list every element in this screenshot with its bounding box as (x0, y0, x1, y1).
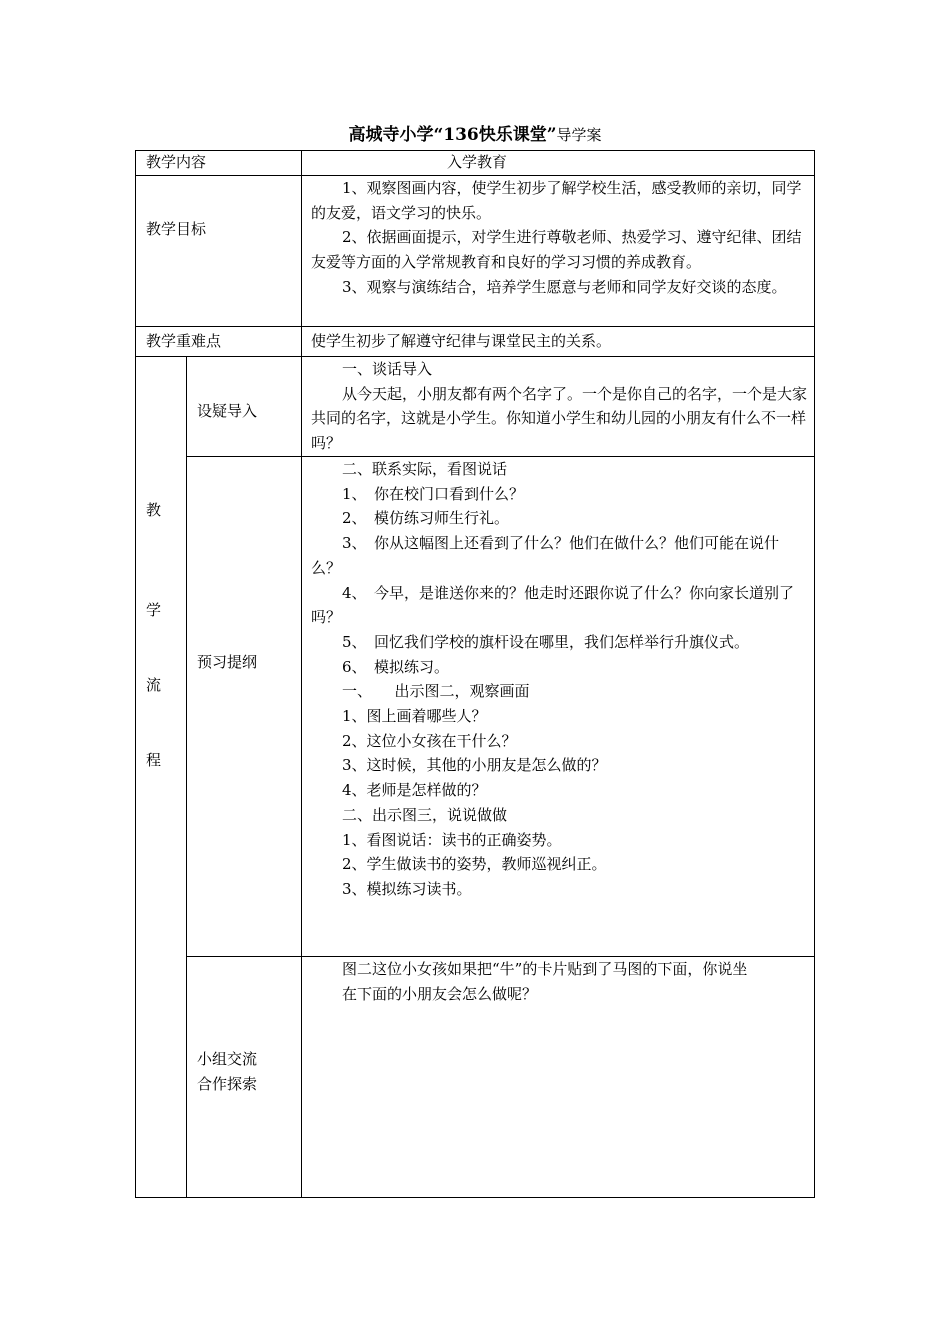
goals-label: 教学目标 (146, 220, 207, 238)
goal-item: 1、观察图画内容，使学生初步了解学校生活，感受教师的亲切，同学的友爱，语文学习的快乐。 (311, 179, 802, 222)
outline-line: 一、 出示图二，观察画面 (342, 682, 530, 701)
title-bold: 高城寺小学“136快乐课堂” (348, 125, 557, 145)
outline-line: 6、 模拟练习。 (342, 657, 450, 676)
outline-line: 1、图上画着哪些人？ (342, 707, 487, 726)
outline-content (311, 457, 809, 902)
key-points-value: 使学生初步了解遵守纪律与课堂民主的关系。 (311, 332, 612, 350)
group-line: 在下面的小朋友会怎么做呢？ (342, 984, 538, 1003)
title-suffix: 导学案 (556, 126, 602, 144)
intro-heading: 一、谈话导入 (342, 360, 433, 378)
process-label-char: 教 (146, 501, 162, 519)
intro-paragraph: 从今天起，小朋友都有两个名字了。一个是你自己的名字，一个是大家共同的名字，这就是小学生。你知道小学生和幼儿园的小朋友有什么不一样吗？ (311, 384, 808, 453)
goal-item: 2、依据画面提示，对学生进行尊敬老师、热爱学习、遵守纪律、团结友爱等方面的入学常规教育和良好的学习习惯的养成教育。 (311, 228, 802, 272)
table-border-right (814, 150, 815, 1198)
outline-line: 4、老师是怎样做的？ (342, 781, 487, 800)
content-label: 教学内容 (146, 153, 207, 171)
group-label-line: 小组交流 (197, 1050, 258, 1068)
intro-content (311, 357, 809, 456)
outline-line: 3、这时候，其他的小朋友是怎么做的？ (342, 756, 607, 775)
outline-line: 4、 今早，是谁送你来的？他走时还跟你说了什么？你向家长道别了吗？ (311, 583, 795, 627)
process-label-char: 程 (146, 751, 162, 769)
outline-line: 3、 你从这幅图上还看到了什么？他们在做什么？他们可能在说什么？ (311, 534, 780, 577)
outline-line: 二、联系实际，看图说话 (342, 460, 508, 478)
group-label-line: 合作探索 (197, 1074, 258, 1093)
outline-label: 预习提纲 (197, 653, 258, 671)
outline-line: 二、出示图三，说说做做 (342, 805, 508, 824)
outline-line: 2、学生做读书的姿势，教师巡视纠正。 (342, 855, 607, 874)
intro-label: 设疑导入 (197, 402, 258, 420)
outline-line: 2、 模仿练习师生行礼。 (342, 509, 510, 528)
outline-line: 5、 回忆我们学校的旗杆设在哪里，我们怎样举行升旗仪式。 (342, 632, 750, 651)
document-title (0, 124, 950, 146)
table-border-bottom (135, 1197, 815, 1198)
outline-line: 2、这位小女孩在干什么？ (342, 731, 517, 750)
group-label (187, 1047, 297, 1096)
lesson-plan-table (135, 150, 815, 1198)
key-points-label: 教学重难点 (146, 332, 222, 350)
process-label-char: 流 (146, 676, 162, 694)
outline-line: 3、模拟练习读书。 (342, 879, 472, 898)
goal-item: 3、观察与演练结合，培养学生愿意与老师和同学友好交谈的态度。 (342, 277, 787, 296)
group-line: 图二这位小女孩如果把“牛”的卡片贴到了马图的下面，你说坐 (342, 960, 748, 978)
group-content (342, 957, 812, 1006)
outline-line: 1、看图说话：读书的正确姿势。 (342, 830, 562, 849)
outline-line: 1、 你在校门口看到什么？ (342, 484, 525, 503)
column-divider (301, 150, 302, 1198)
content-value: 入学教育 (447, 153, 508, 171)
goals-content (311, 176, 809, 300)
table-border-left (135, 150, 136, 1198)
process-label-char: 学 (146, 601, 162, 619)
